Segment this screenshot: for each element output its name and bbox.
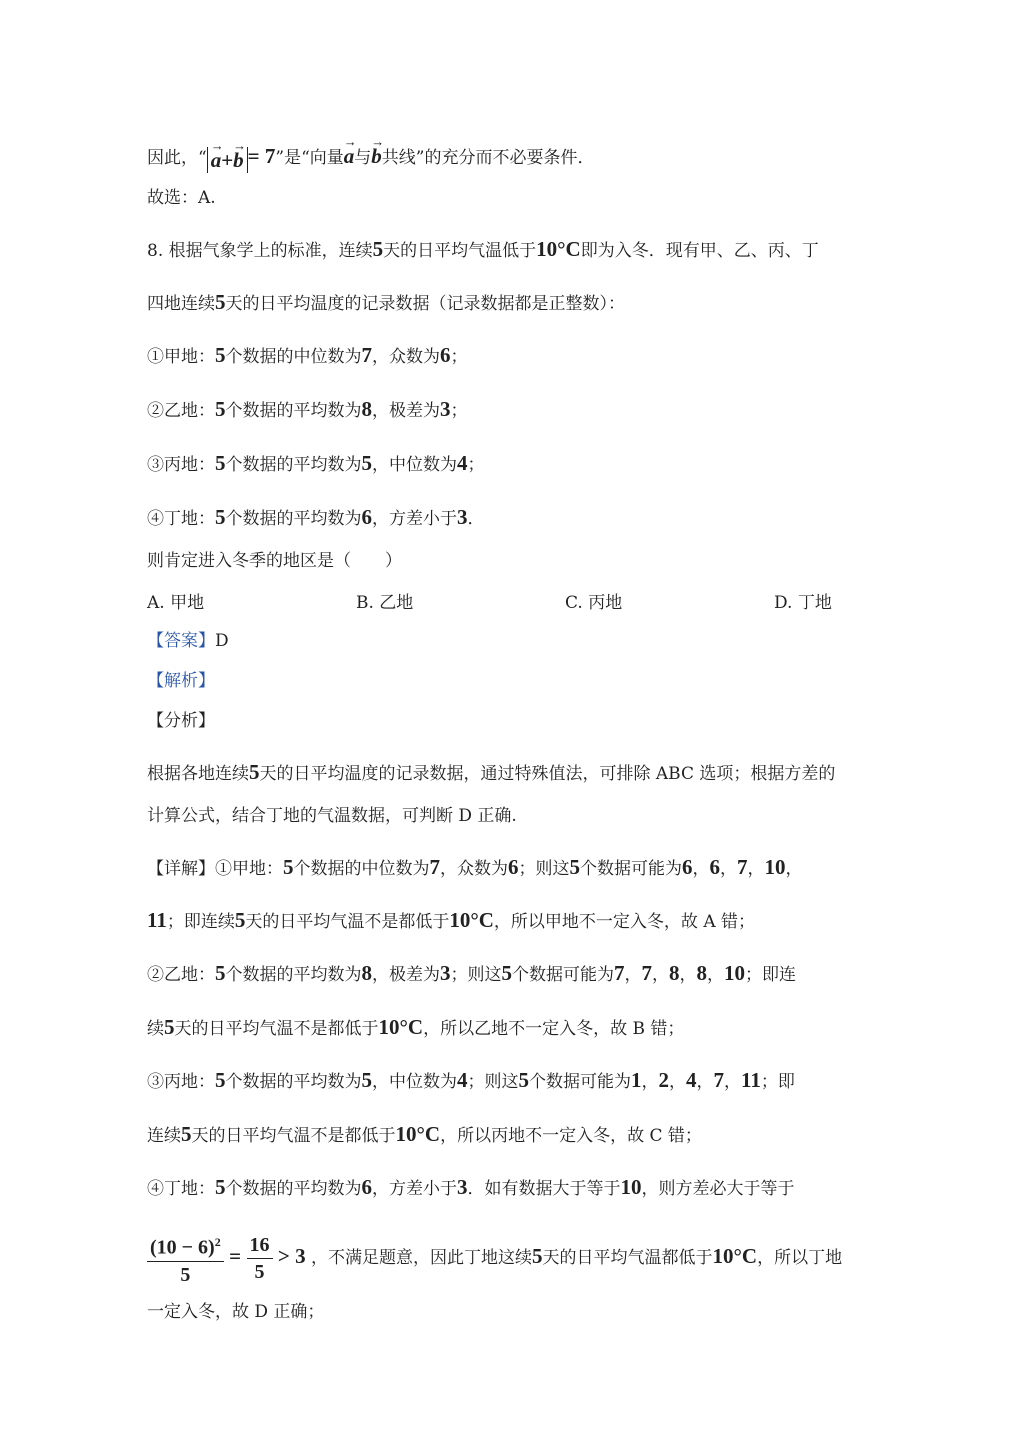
c-num: 5	[361, 451, 372, 475]
d-text: 天的日平均气温不是都低于	[174, 1019, 379, 1039]
d-num: 5	[215, 1175, 226, 1199]
d-text: ，所以乙地不一定入冬，故 B 错；	[423, 1019, 685, 1039]
d-num: 5	[215, 1068, 226, 1092]
d-text: 连续	[147, 1126, 181, 1146]
d-num: 5	[283, 855, 294, 879]
d-num: 5	[518, 1068, 529, 1092]
d-val: 7	[614, 961, 625, 985]
d-text: ；即连续	[166, 912, 235, 932]
frac-denominator: 5	[254, 1261, 265, 1283]
c-text: 个数据的平均数为	[225, 401, 362, 421]
question-line-2	[147, 290, 625, 316]
q-num: 5	[215, 290, 226, 314]
d-val: 7	[713, 1068, 724, 1092]
c-text: ，方差小于	[372, 509, 457, 529]
detail-d-line-2	[147, 1228, 842, 1288]
detail-c-line-2	[147, 1122, 702, 1148]
d-text: 个数据的平均数为	[225, 965, 362, 985]
q-text: 8. 根据气象学上的标准，连续	[147, 241, 373, 261]
d-text: ，所以丙地不一定入冬，故 C 错；	[440, 1126, 702, 1146]
option-b: B. 乙地	[356, 593, 414, 613]
d-num: 6	[361, 1175, 372, 1199]
d-val: 6	[709, 855, 720, 879]
option-a: A. 甲地	[147, 593, 205, 613]
detail-label: 【详解】	[147, 859, 215, 879]
frac-numerator: (10 − 6)	[150, 1236, 215, 1259]
detail-a-line-1: 【详解】①甲地：5个数据的中位数为7，众数为6；则这5个数据可能为6，6，7，10，	[147, 855, 803, 879]
d-text: ③丙地：	[147, 1072, 215, 1092]
c-text: ③丙地：	[147, 455, 215, 475]
d-val: 10	[764, 855, 786, 879]
c-text: ；	[467, 455, 485, 475]
d-num: 3	[440, 961, 451, 985]
detail-a-line-2	[147, 908, 755, 934]
question-line-1	[147, 237, 819, 263]
analysis-line-1	[147, 760, 835, 786]
d-text: ，众数为	[440, 859, 508, 879]
c-text: ．	[467, 509, 485, 529]
option-d: D. 丁地	[774, 593, 832, 613]
c-text: ；	[450, 347, 468, 367]
detail-d-line-3: 一定入冬，故 D 正确；	[147, 1302, 325, 1322]
c-num: 5	[215, 451, 226, 475]
d-text: ②乙地：	[147, 965, 215, 985]
c-text: ①甲地：	[147, 347, 215, 367]
plus-sign: +	[221, 148, 234, 172]
d-val: 2	[658, 1068, 669, 1092]
d-text: 天的日平均气温不是都低于	[191, 1126, 396, 1146]
a-num: 5	[249, 760, 260, 784]
vector-a-2: → a	[344, 144, 355, 168]
d-text: ，不满足题意，因此丁地这续	[311, 1248, 533, 1268]
d-temp: 10°C	[395, 1122, 441, 1146]
c-text: ，众数为	[372, 347, 440, 367]
detail-b-line-1: ②乙地：5个数据的平均数为8，极差为3；则这5个数据可能为7，7，8，8，10；即连	[147, 961, 796, 985]
d-val: 10	[724, 961, 745, 985]
condition-3	[147, 451, 485, 477]
detail-c-line-1: ③丙地：5个数据的平均数为5，中位数为4；则这5个数据可能为1，2，4，7，11；即	[147, 1068, 795, 1092]
a-text: 根据各地连续	[147, 764, 249, 784]
answer-value: D	[215, 631, 229, 651]
q-num: 5	[372, 237, 384, 261]
d-num: 5	[215, 961, 226, 985]
c-num: 6	[361, 505, 372, 529]
d-num: 5	[569, 855, 580, 879]
q-temp: 10°C	[536, 237, 581, 261]
d-num: 6	[508, 855, 519, 879]
question-ask: 则肯定进入冬季的地区是（ ）	[147, 551, 402, 571]
c-num: 3	[440, 397, 451, 421]
q-text: 天的日平均气温低于	[383, 241, 537, 261]
d-text: ；则这	[518, 859, 570, 879]
frac-exponent: 2	[214, 1235, 221, 1250]
d-text: ；则这	[450, 965, 502, 985]
vector-abs-expression	[207, 147, 248, 173]
d-text: ，所以丁地	[757, 1248, 843, 1268]
c-num: 5	[215, 505, 226, 529]
greater-than-three: > 3	[277, 1244, 306, 1268]
d-text: ，极差为	[372, 965, 440, 985]
d-temp: 10°C	[449, 908, 494, 932]
d-temp: 10°C	[378, 1015, 424, 1039]
c-num: 8	[361, 397, 372, 421]
intro-suffix: 共线”的充分而不必要条件．	[381, 148, 595, 168]
d-val: 11	[741, 1068, 761, 1092]
c-text: ，中位数为	[372, 455, 457, 475]
d-text: 续	[147, 1019, 164, 1039]
c-num: 5	[215, 343, 226, 367]
frac-denominator: 5	[180, 1263, 191, 1286]
c-text: ④丁地：	[147, 509, 215, 529]
intro-and: 与	[354, 148, 372, 168]
d-text: ．如有数据大于等于	[467, 1179, 621, 1199]
d-val: 8	[669, 961, 680, 985]
intro-line	[147, 144, 594, 173]
d-num: 5	[501, 961, 512, 985]
condition-2	[147, 397, 468, 423]
intro-prefix: 因此，“	[147, 148, 207, 168]
vector-b: → b	[233, 147, 244, 173]
guxuan-line: 故选：A.	[147, 188, 216, 208]
d-temp: 10°C	[712, 1244, 758, 1268]
d-num: 10	[620, 1175, 642, 1199]
d-text: 天的日平均气温都低于	[542, 1248, 713, 1268]
d-num: 4	[457, 1068, 468, 1092]
d-text: 个数据可能为	[580, 859, 682, 879]
vector-a: → a	[211, 147, 222, 173]
d-num: 3	[457, 1175, 468, 1199]
d-num: 5	[181, 1122, 192, 1146]
c-text: 个数据的中位数为	[225, 347, 362, 367]
d-val: 11	[147, 908, 167, 932]
condition-1	[147, 343, 468, 369]
answer-line	[147, 629, 229, 653]
d-num: 5	[361, 1068, 372, 1092]
d-num: 5	[532, 1244, 543, 1268]
d-text: ；即连	[745, 965, 796, 985]
detail-b-line-2	[147, 1015, 684, 1041]
jiexi-label: 【解析】	[147, 671, 215, 691]
d-text: 个数据可能为	[512, 965, 614, 985]
d-text: ④丁地：	[147, 1179, 215, 1199]
detail-d-line-1	[147, 1175, 795, 1201]
condition-4	[147, 505, 485, 531]
d-text: ，所以甲地不一定入冬，故 A 错；	[493, 912, 756, 932]
d-num: 5	[164, 1015, 175, 1039]
d-text: ；即	[760, 1072, 795, 1092]
d-text: 个数据的平均数为	[225, 1179, 362, 1199]
q-text: 即为入冬．现有甲、乙、丙、丁	[580, 241, 819, 261]
c-num: 7	[361, 343, 372, 367]
frac-numerator: 16	[247, 1232, 273, 1259]
d-text: ，则方差必大于等于	[641, 1179, 795, 1199]
q-text: 四地连续	[147, 294, 215, 314]
vector-b-2: → b	[371, 144, 382, 168]
c-text: ；	[450, 401, 468, 421]
equals-sign: =	[229, 1244, 242, 1268]
d-text: ，中位数为	[372, 1072, 457, 1092]
d-num: 8	[361, 961, 372, 985]
d-text: ；则这	[467, 1072, 519, 1092]
c-text: ②乙地：	[147, 401, 215, 421]
answer-label: 【答案】	[147, 631, 215, 651]
c-num: 6	[440, 343, 451, 367]
d-text: 个数据的中位数为	[293, 859, 430, 879]
c-num: 5	[215, 397, 226, 421]
intro-middle: ”是“向量	[275, 148, 344, 168]
fenxi-label: 【分析】	[147, 711, 215, 731]
a-text: 天的日平均温度的记录数据，通过特殊值法，可排除 ABC 选项；根据方差的	[259, 764, 836, 784]
c-text: ，极差为	[372, 401, 440, 421]
d-val: 6	[682, 855, 693, 879]
analysis-line-2: 计算公式，结合丁地的气温数据，可判断 D 正确.	[147, 806, 517, 826]
c-num: 4	[457, 451, 468, 475]
c-num: 3	[457, 505, 468, 529]
d-val: 4	[686, 1068, 697, 1092]
d-text: ①甲地：	[215, 859, 283, 879]
c-text: 个数据的平均数为	[225, 509, 362, 529]
c-text: 个数据的平均数为	[225, 455, 362, 475]
d-text: 个数据的平均数为	[225, 1072, 362, 1092]
abs-equals-seven: = 7	[247, 144, 276, 168]
d-num: 7	[429, 855, 440, 879]
d-text: ，方差小于	[372, 1179, 457, 1199]
d-text: 天的日平均气温不是都低于	[245, 912, 450, 932]
d-num: 5	[234, 908, 246, 932]
d-val: 7	[641, 961, 652, 985]
d-val: 1	[631, 1068, 642, 1092]
option-c: C. 丙地	[565, 593, 623, 613]
q-text: 天的日平均温度的记录数据（记录数据都是正整数）：	[225, 294, 625, 314]
d-val: 7	[737, 855, 748, 879]
d-text: 个数据可能为	[529, 1072, 631, 1092]
fraction-variance	[147, 1229, 224, 1288]
d-val: 8	[696, 961, 707, 985]
fraction-sixteen-fifths	[247, 1232, 273, 1285]
